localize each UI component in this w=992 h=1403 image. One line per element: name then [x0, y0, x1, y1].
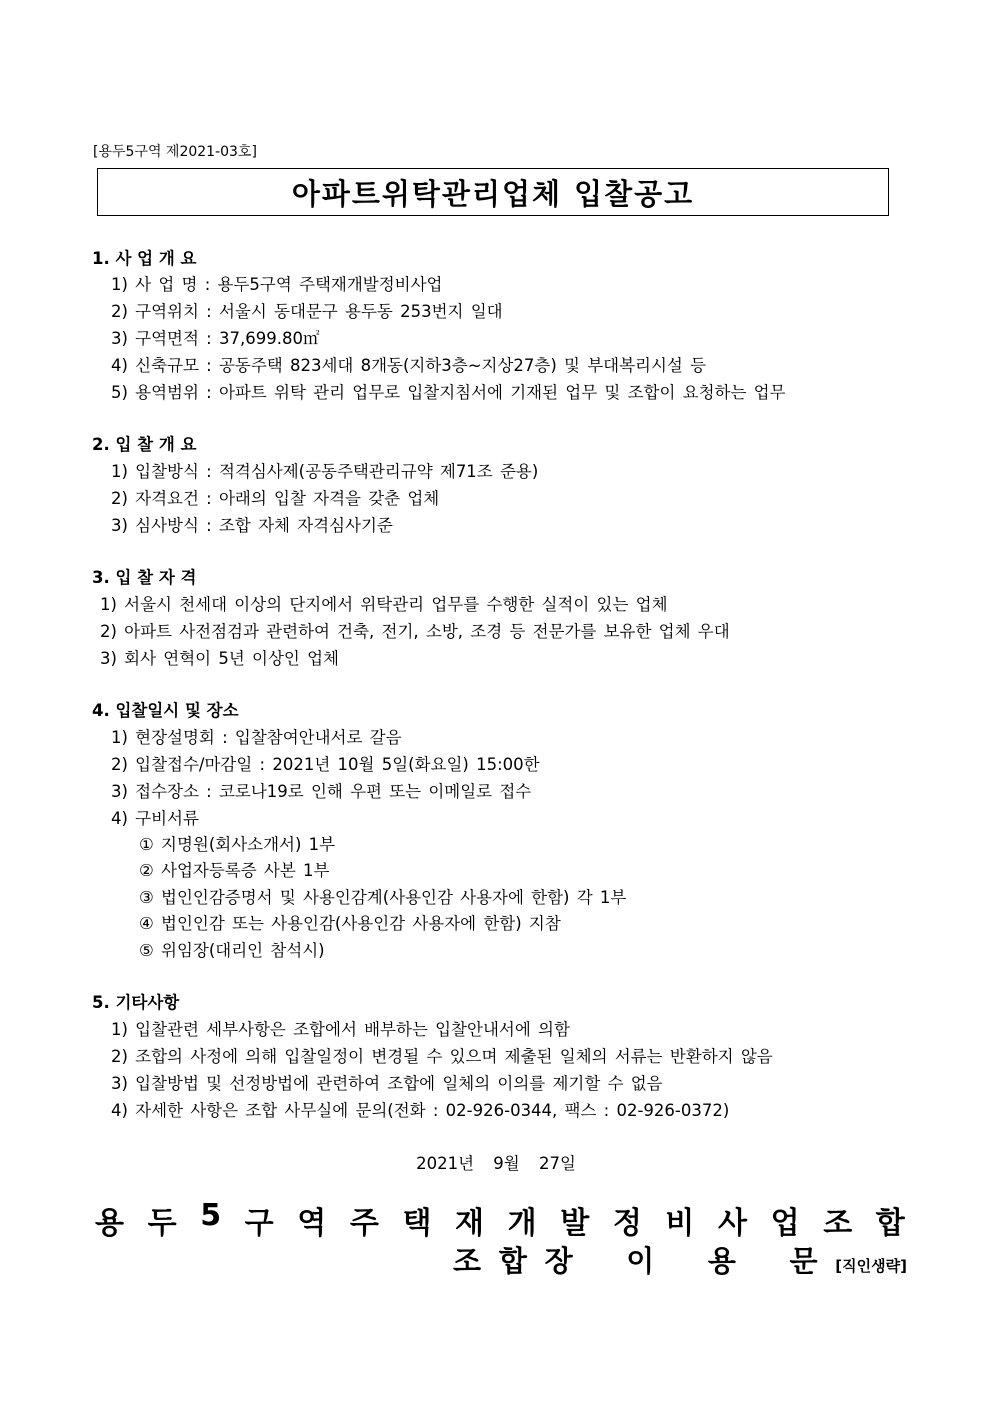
- list-item: 4) 구비서류: [111, 809, 199, 828]
- org-char: 역: [297, 1206, 327, 1241]
- section-heading: 3. 입 찰 자 격: [92, 568, 197, 587]
- list-item: 4) 자세한 사항은 조합 사무실에 문의(전화 : 02-926-0344, 팩스 : 02-926-0372): [111, 1101, 730, 1120]
- org-char: 비: [665, 1206, 695, 1241]
- org-char: 합: [875, 1206, 905, 1241]
- list-item: 2) 구역위치 : 서울시 동대문구 용두동 253번지 일대: [111, 302, 503, 321]
- list-item: 3) 회사 연혁이 5년 이상인 업체: [100, 649, 339, 668]
- section-heading: 5. 기타사항: [92, 993, 180, 1012]
- document-list-item: ① 지명원(회사소개서) 1부: [139, 835, 336, 854]
- sign-char: 장: [544, 1244, 573, 1278]
- list-item: 1) 입찰관련 세부사항은 조합에서 배부하는 입찰안내서에 의함: [111, 1020, 570, 1039]
- page-title: 아파트위탁관리업체 입찰공고: [97, 168, 889, 216]
- seal-note: [직인생략]: [835, 1257, 907, 1275]
- org-char: 용: [95, 1206, 124, 1241]
- section-heading: 2. 입 찰 개 요: [92, 435, 197, 454]
- sign-char: 문: [789, 1244, 818, 1278]
- document-list-item: ⑤ 위임장(대리인 참석시): [139, 941, 325, 960]
- document-number: [용두5구역 제2021-03호]: [93, 144, 257, 160]
- list-item: 1) 입찰방식 : 적격심사제(공동주택관리규약 제71조 준용): [111, 462, 539, 481]
- section-heading: 4. 입찰일시 및 장소: [92, 701, 239, 720]
- document-list-item: ② 사업자등록증 사본 1부: [139, 861, 330, 880]
- sign-char: 합: [498, 1244, 527, 1278]
- org-char: 정: [612, 1206, 642, 1241]
- list-item: 1) 서울시 천세대 이상의 단지에서 위탁관리 업무를 수행한 실적이 있는 업체: [100, 595, 668, 614]
- org-char: 구: [244, 1206, 274, 1241]
- signatory-line: [453, 1239, 907, 1280]
- list-item: 3) 심사방식 : 조합 자체 자격심사기준: [111, 516, 393, 535]
- org-char: 주: [349, 1206, 379, 1241]
- issue-date: 2021년 9월 27일: [416, 1154, 576, 1173]
- section-heading: 1. 사 업 개 요: [92, 249, 197, 268]
- document-list-item: ③ 법인인감증명서 및 사용인감계(사용인감 사용자에 한함) 각 1부: [139, 888, 627, 907]
- org-char: 조: [823, 1206, 853, 1241]
- list-item: 2) 아파트 사전점검과 관련하여 건축, 전기, 소방, 조경 등 전문가를 보유한 업체 우대: [100, 622, 730, 641]
- list-item: 4) 신축규모 : 공동주택 823세대 8개동(지하3층~지상27층) 및 부대복리시설 등: [111, 356, 707, 375]
- document-list-item: ④ 법인인감 또는 사용인감(사용인감 사용자에 한함) 지참: [139, 914, 561, 933]
- org-char: 5: [200, 1198, 222, 1233]
- list-item: 3) 입찰방법 및 선정방법에 관련하여 조합에 일체의 이의를 제기할 수 없음: [111, 1074, 663, 1093]
- list-item: 3) 구역면적 : 37,699.80㎡: [111, 329, 320, 348]
- list-item: 1) 사 업 명 : 용두5구역 주택재개발정비사업: [111, 275, 443, 294]
- sign-char: 이: [626, 1244, 655, 1278]
- list-item: 2) 자격요건 : 아래의 입찰 자격을 갖춘 업체: [111, 489, 440, 508]
- org-char: 두: [147, 1206, 177, 1241]
- sign-char: 조: [453, 1244, 482, 1278]
- list-item: 2) 입찰접수/마감일 : 2021년 10월 5일(화요일) 15:00한: [111, 755, 540, 774]
- org-char: 재: [455, 1206, 485, 1241]
- list-item: 5) 용역범위 : 아파트 위탁 관리 업무로 입찰지침서에 기재된 업무 및 조합이 요청하는 업무: [111, 383, 786, 402]
- org-char: 개: [507, 1206, 537, 1241]
- list-item: 2) 조합의 사정에 의해 입찰일정이 변경될 수 있으며 제출된 일체의 서류는 반환하지 않음: [111, 1047, 773, 1066]
- list-item: 1) 현장설명회 : 입찰참여안내서로 갈음: [111, 728, 402, 747]
- sign-char: 용: [707, 1244, 736, 1278]
- org-char: 발: [560, 1206, 590, 1241]
- organization-name: [95, 1198, 905, 1242]
- org-char: 택: [402, 1206, 432, 1241]
- org-char: 사: [718, 1206, 747, 1241]
- list-item: 3) 접수장소 : 코로나19로 인해 우편 또는 이메일로 접수: [111, 782, 532, 801]
- org-char: 업: [770, 1206, 800, 1241]
